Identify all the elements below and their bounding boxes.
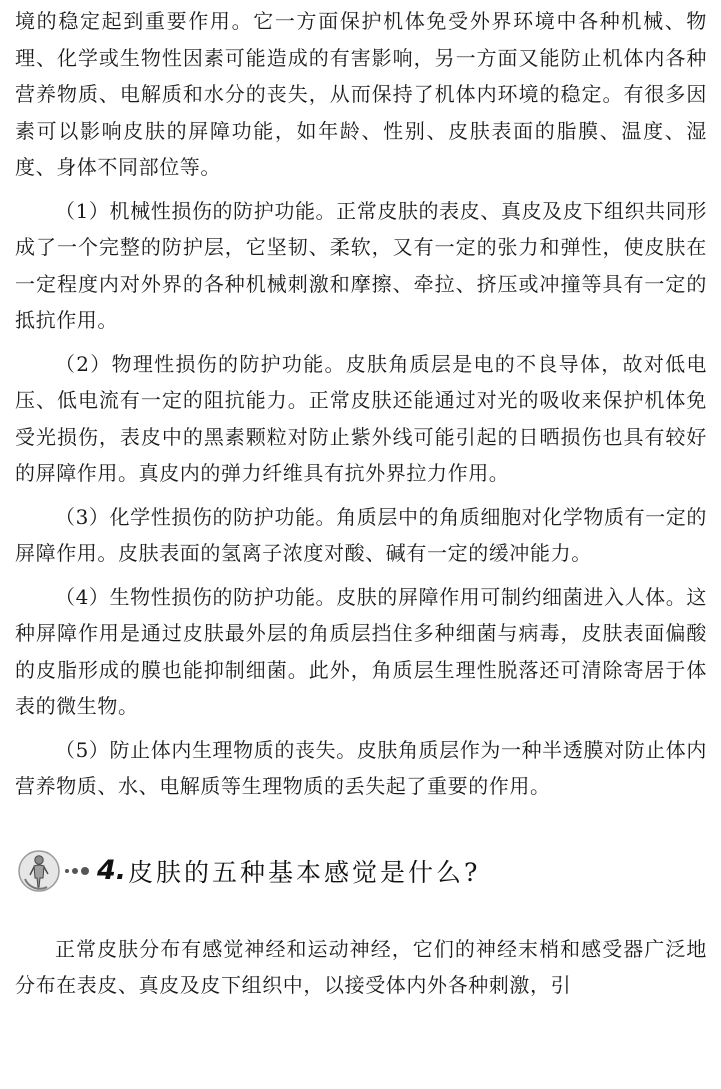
heading-number: 4. <box>97 855 127 886</box>
heading-title: 皮肤的五种基本感觉是什么? <box>128 857 481 887</box>
paragraph-chemical: （3）化学性损伤的防护功能。角质层中的角质细胞对化学物质有一定的屏障作用。皮肤表面的氢离子浓度对酸、碱有一定的缓冲能力。 <box>15 504 707 565</box>
figure-badge-icon <box>17 849 61 893</box>
paragraph-biological: （4）生物性损伤的防护功能。皮肤的屏障作用可制约细菌进入人体。这种屏障作用是通过皮肤最外层的角质层挡住多种细菌与病毒，皮肤表面偏酸的皮脂形成的膜也能抑制细菌。此外，角质层生理性脱落还可清除寄居于体表的微生物。 <box>15 584 707 718</box>
paragraph-physical: （2）物理性损伤的防护功能。皮肤角质层是电的不良导体，故对低电压、低电流有一定的阻抗能力。正常皮肤还能通过对光的吸收来保护机体免受光损伤，表皮中的黑素颗粒对防止紫外线可能引起的日晒损伤也具有较好的屏障作用。真皮内的弹力纤维具有抗外界拉力作用。 <box>15 351 707 485</box>
paragraph-mechanical: （1）机械性损伤的防护功能。正常皮肤的表皮、真皮及皮下组织共同形成了一个完整的防护层，它坚韧、柔软，又有一定的张力和弹性，使皮肤在一定程度内对外界的各种机械刺激和摩擦、牵拉、挤压或冲撞等具有一定的抵抗作用。 <box>15 198 707 332</box>
paragraph-senses-intro: 正常皮肤分布有感觉神经和运动神经，它们的神经末梢和感受器广泛地分布在表皮、真皮及皮下组织中，以接受体内外各种刺激，引 <box>15 936 707 997</box>
paragraph-loss-prevention: （5）防止体内生理物质的丧失。皮肤角质层作为一种半透膜对防止体内营养物质、水、电解质等生理物质的丢失起了重要的作用。 <box>15 737 707 798</box>
paragraph-continued: 境的稳定起到重要作用。它一方面保护机体免受外界环境中各种机械、物理、化学或生物性因素可能造成的有害影响，另一方面又能防止机体内各种营养物质、电解质和水分的丧失，从而保持了机体内环境的稳定。有很多因素可以影响皮肤的屏障功能，如年龄、性别、皮肤表面的脂膜、温度、湿度、身体不同部位等。 <box>15 9 707 179</box>
heading-dots <box>65 867 89 875</box>
document-page <box>15 0 707 1004</box>
section-heading <box>15 835 707 907</box>
